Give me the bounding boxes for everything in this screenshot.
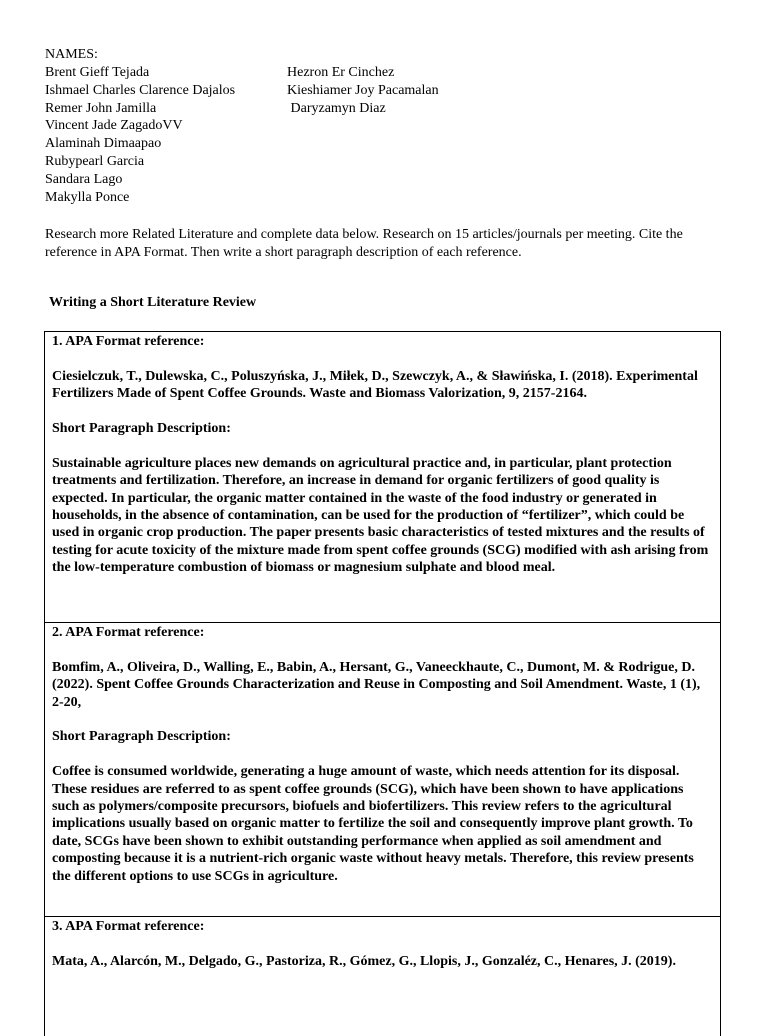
reference-label: 1. APA Format reference: xyxy=(52,334,205,349)
reference-citation: Ciesielczuk, T., Dulewska, C., Poluszyńska, J., Miłek, D., Szewczyk, A., & Sławińska, I. (2018). Experimental Fertilizers Made of Spent Coffee Grounds. Waste and Biomass Valorization, 9, 2157-2164. xyxy=(52,368,698,402)
reference-description: Coffee is consumed worldwide, generating a huge amount of waste, which needs attention for its disposal. These residues are referred to as spent coffee grounds (SCG), which have been shown to have applications such as polymers/composite precursors, biofuels and biofertilizers. This review refers to the agricultural implications usually based on organic matter to fertilize the soil and consequently improve plant growth. To date, SCGs have been shown to exhibit outstanding performance when applied as soil amendment and composting because it is a nutrient-rich organic waste without heavy metals. Therefore, this review presents the different options to use SCGs in agriculture. xyxy=(52,764,694,884)
name-item: Makylla Ponce xyxy=(45,189,130,205)
name-item: Kieshiamer Joy Pacamalan xyxy=(287,82,439,98)
reference-citation: Bomfim, A., Oliveira, D., Walling, E., Babin, A., Hersant, G., Vaneeckhaute, C., Dumont, M. & Rodrigue, D. (2022). Spent Coffee Grounds Characterization and Reuse in Composting and Soil Amendment. Waste, 1 (1), 2-20, xyxy=(52,659,701,710)
reference-label: 2. APA Format reference: xyxy=(52,625,205,640)
name-item: Sandara Lago xyxy=(45,171,123,187)
reference-box-1 xyxy=(44,331,721,622)
instructions-paragraph: Research more Related Literature and complete data below. Research on 15 articles/journals per meeting. Cite the reference in APA Format. Then write a short paragraph description of each reference. xyxy=(45,227,683,260)
reference-citation: Mata, A., Alarcón, M., Delgado, G., Pastoriza, R., Gómez, G., Llopis, J., Gonzaléz, C., Henares, J. (2019). xyxy=(52,953,676,969)
names-header: NAMES: xyxy=(45,47,98,62)
name-item: Daryzamyn Diaz xyxy=(287,100,386,116)
name-item: Brent Gieff Tejada xyxy=(45,65,150,80)
reference-label: 3. APA Format reference: xyxy=(52,919,205,934)
name-item: Ishmael Charles Clarence Dajalos xyxy=(45,82,236,98)
description-label: Short Paragraph Description: xyxy=(52,729,231,745)
name-item: Rubypearl Garcia xyxy=(45,153,145,169)
section-title: Writing a Short Literature Review xyxy=(49,295,257,310)
name-item: Hezron Er Cinchez xyxy=(287,65,395,80)
description-label: Short Paragraph Description: xyxy=(52,421,231,436)
names-list-left xyxy=(45,64,235,206)
names-list-right xyxy=(287,64,439,117)
name-item: Alaminah Dimaapao xyxy=(45,136,162,152)
reference-description: Sustainable agriculture places new demands on agricultural practice and, in particular, plant protection treatments and fertilization. Therefore, an increase in demand for organic fertilizers of good quality is expected. In particular, the organic matter contained in the waste of the food industry or generated in households, in the absence of contamination, can be used for the production of “fertilizer”, which could be used in organic crop production. The paper presents basic characteristics of tested mixtures and the results of testing for acute toxicity of the mixture made from spent coffee grounds (SCG) modified with ash arising from the low-temperature combustion of biomass or magnesium sulphate and blood meal. xyxy=(52,455,709,576)
reference-box-2 xyxy=(44,622,721,916)
reference-box-3 xyxy=(44,916,721,1036)
name-item: Remer John Jamilla xyxy=(45,100,157,116)
name-item: Vincent Jade ZagadoVV xyxy=(45,118,183,134)
